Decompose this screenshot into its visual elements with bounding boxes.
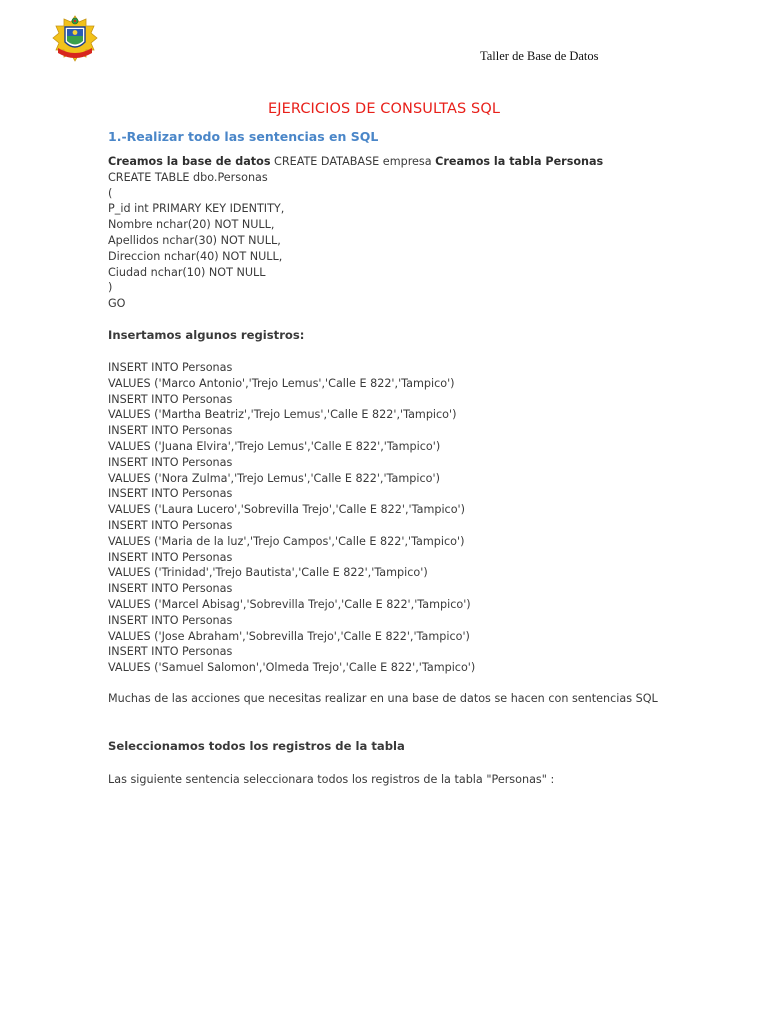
paragraph-select-all: Las siguiente sentencia seleccionara todos los registros de la tabla "Personas" :	[108, 773, 555, 786]
insert-line: INSERT INTO Personas	[108, 424, 233, 438]
university-crest-icon	[52, 14, 98, 64]
page-title: EJERCICIOS DE CONSULTAS SQL	[267, 101, 501, 117]
values-line: VALUES ('Samuel Salomon','Olmeda Trejo','Calle E 822','Tampico')	[108, 661, 476, 675]
code-line: GO	[108, 297, 126, 311]
create-db-statement: CREATE DATABASE empresa	[270, 155, 436, 168]
values-line: VALUES ('Martha Beatriz','Trejo Lemus','Calle E 822','Tampico')	[108, 408, 457, 422]
values-line: VALUES ('Jose Abraham','Sobrevilla Trejo','Calle E 822','Tampico')	[108, 629, 470, 643]
insert-line: INSERT INTO Personas	[108, 455, 233, 469]
insert-line: INSERT INTO Personas	[108, 392, 233, 406]
values-line: VALUES ('Juana Elvira','Trejo Lemus','Calle E 822','Tampico')	[108, 439, 441, 453]
code-line: Nombre nchar(20) NOT NULL,	[108, 218, 275, 232]
values-line: VALUES ('Maria de la luz','Trejo Campos','Calle E 822','Tampico')	[108, 534, 465, 548]
insert-line: INSERT INTO Personas	[108, 361, 233, 374]
values-line: VALUES ('Marco Antonio','Trejo Lemus','Calle E 822','Tampico')	[108, 376, 455, 390]
code-line: CREATE TABLE dbo.Personas	[108, 170, 268, 184]
values-line: VALUES ('Trinidad','Trejo Bautista','Calle E 822','Tampico')	[108, 566, 428, 580]
values-line: VALUES ('Nora Zulma','Trejo Lemus','Calle E 822','Tampico')	[108, 471, 440, 485]
inserts-heading: Insertamos algunos registros:	[108, 328, 305, 342]
insert-line: INSERT INTO Personas	[108, 550, 233, 564]
create-statements	[108, 154, 603, 312]
code-line: P_id int PRIMARY KEY IDENTITY,	[108, 202, 285, 216]
create-db-label: Creamos la base de datos	[108, 155, 271, 168]
insert-line: INSERT INTO Personas	[108, 613, 233, 627]
code-line: Direccion nchar(40) NOT NULL,	[108, 249, 283, 263]
header-title: Taller de Base de Datos	[480, 49, 599, 63]
insert-line: INSERT INTO Personas	[108, 518, 233, 532]
section-heading: 1.-Realizar todo las sentencias en SQL	[108, 129, 379, 144]
values-line: VALUES ('Marcel Abisag','Sobrevilla Trejo','Calle E 822','Tampico')	[108, 597, 471, 611]
select-heading: Seleccionamos todos los registros de la tabla	[108, 739, 405, 753]
paragraph-sql-actions: Muchas de las acciones que necesitas realizar en una base de datos se hacen con sentencias SQL	[108, 692, 658, 705]
insert-line: INSERT INTO Personas	[108, 487, 233, 501]
create-table-label: Creamos la tabla Personas	[435, 155, 604, 168]
code-line: Apellidos nchar(30) NOT NULL,	[108, 233, 281, 247]
create-line	[108, 154, 603, 170]
insert-statements	[108, 360, 475, 676]
code-line: (	[108, 186, 113, 200]
values-line: VALUES ('Laura Lucero','Sobrevilla Trejo','Calle E 822','Tampico')	[108, 503, 465, 517]
insert-line: INSERT INTO Personas	[108, 645, 233, 659]
code-line: Ciudad nchar(10) NOT NULL	[108, 265, 266, 279]
insert-line: INSERT INTO Personas	[108, 582, 233, 596]
code-line: )	[108, 281, 113, 295]
